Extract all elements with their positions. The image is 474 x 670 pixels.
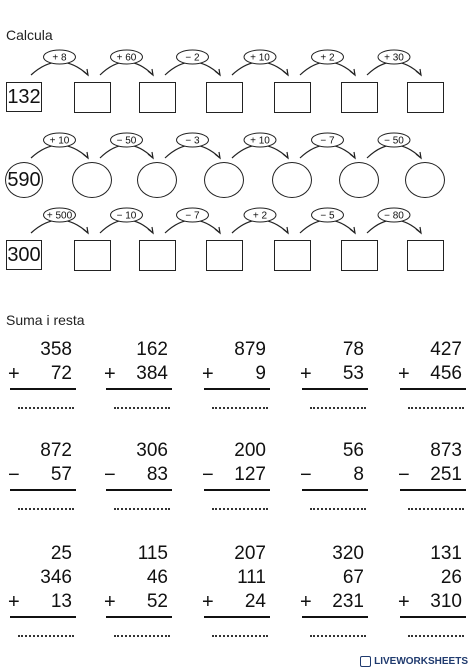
sum-line <box>204 616 270 618</box>
arithmetic-problem <box>8 440 78 520</box>
operator-sign: + <box>104 363 116 385</box>
operand: 231 <box>332 591 364 612</box>
operator-sign: + <box>104 591 116 613</box>
answer-box[interactable] <box>341 240 378 271</box>
operand: 111 <box>237 567 266 588</box>
answer-box[interactable] <box>206 240 243 271</box>
operand: 346 <box>40 567 72 588</box>
operand: 52 <box>146 591 168 612</box>
operand: 127 <box>234 464 266 485</box>
op-label: + 10 <box>49 135 70 147</box>
operand: 456 <box>430 363 462 384</box>
operator-sign: + <box>8 591 20 613</box>
op-label: − 10 <box>116 210 137 222</box>
op-label: − 5 <box>320 210 335 222</box>
arithmetic-problem <box>398 543 468 623</box>
operand: 310 <box>430 591 462 612</box>
answer-box[interactable] <box>139 82 176 113</box>
answer-oval[interactable] <box>405 162 445 198</box>
operand: 115 <box>137 543 168 564</box>
operand: 9 <box>255 363 266 384</box>
arithmetic-problem <box>202 543 272 623</box>
arithmetic-problem <box>104 440 174 520</box>
arithmetic-problem <box>202 339 272 419</box>
sum-line <box>302 616 368 618</box>
operand: 320 <box>332 543 364 564</box>
op-label: − 80 <box>384 210 404 222</box>
liveworksheets-logo <box>360 654 468 668</box>
op-label: + 8 <box>52 52 67 64</box>
answer-box[interactable] <box>341 82 378 113</box>
operand: 251 <box>430 464 462 485</box>
sum-line <box>400 616 466 618</box>
arithmetic-problem <box>300 543 370 623</box>
answer-oval[interactable] <box>272 162 312 198</box>
arithmetic-problem <box>104 339 174 419</box>
answer-dotted-line[interactable] <box>114 506 170 510</box>
operator-sign: + <box>300 363 312 385</box>
answer-box[interactable] <box>206 82 243 113</box>
sum-line <box>400 489 466 491</box>
operand: 207 <box>234 543 266 564</box>
answer-box[interactable] <box>74 82 111 113</box>
operand: 873 <box>430 440 462 461</box>
chain-start-value: 590 <box>5 162 43 198</box>
operand: 57 <box>50 464 72 485</box>
answer-dotted-line[interactable] <box>310 405 366 409</box>
operator-sign: − <box>104 464 116 486</box>
answer-oval[interactable] <box>72 162 112 198</box>
operand: 25 <box>50 543 72 564</box>
operand: 72 <box>50 363 72 384</box>
operator-sign: + <box>202 591 214 613</box>
arithmetic-problem <box>202 440 272 520</box>
answer-dotted-line[interactable] <box>310 506 366 510</box>
answer-dotted-line[interactable] <box>408 506 464 510</box>
sum-line <box>204 489 270 491</box>
operand: 306 <box>136 440 168 461</box>
answer-dotted-line[interactable] <box>18 405 74 409</box>
sum-line <box>400 388 466 390</box>
op-label: − 2 <box>185 52 200 64</box>
operand: 24 <box>244 591 266 612</box>
sum-line <box>106 388 172 390</box>
sum-line <box>204 388 270 390</box>
operator-sign: − <box>300 464 312 486</box>
operator-sign: + <box>398 363 410 385</box>
answer-box[interactable] <box>407 82 444 113</box>
operator-sign: + <box>202 363 214 385</box>
sum-line <box>106 489 172 491</box>
answer-dotted-line[interactable] <box>212 633 268 637</box>
sum-line <box>10 616 76 618</box>
arithmetic-problem <box>8 339 78 419</box>
op-label: + 30 <box>384 52 404 64</box>
section-title-suma-resta: Suma i resta <box>6 312 85 328</box>
sum-line <box>10 489 76 491</box>
operand: 8 <box>353 464 364 485</box>
operator-sign: − <box>202 464 214 486</box>
op-label: − 7 <box>320 135 335 147</box>
chain-start-value: 300 <box>6 240 42 270</box>
operand: 13 <box>50 591 72 612</box>
op-label: + 2 <box>320 52 335 64</box>
operand: 83 <box>146 464 168 485</box>
op-label: + 10 <box>250 135 270 147</box>
op-label: + 10 <box>250 52 270 64</box>
answer-box[interactable] <box>274 82 311 113</box>
operand: 879 <box>234 339 266 360</box>
op-label: + 60 <box>116 52 137 64</box>
op-label: + 2 <box>252 210 268 222</box>
arithmetic-problem <box>300 339 370 419</box>
chain-arrowhead <box>83 152 88 158</box>
sum-line <box>302 489 368 491</box>
operand: 78 <box>342 339 364 360</box>
answer-dotted-line[interactable] <box>408 633 464 637</box>
operator-sign: + <box>398 591 410 613</box>
operand: 46 <box>146 567 168 588</box>
sum-line <box>10 388 76 390</box>
operand: 131 <box>430 543 462 564</box>
arithmetic-problem <box>398 339 468 419</box>
answer-oval[interactable] <box>137 162 177 198</box>
operator-sign: + <box>8 363 20 385</box>
liveworksheets-logo-icon <box>360 656 371 667</box>
operand: 162 <box>136 339 168 360</box>
sum-line <box>302 388 368 390</box>
arithmetic-problem <box>398 440 468 520</box>
chain-arrowhead <box>83 227 88 233</box>
answer-oval[interactable] <box>204 162 244 198</box>
operator-sign: + <box>300 591 312 613</box>
answer-dotted-line[interactable] <box>18 633 74 637</box>
operand: 384 <box>136 363 168 384</box>
liveworksheets-logo-text: LIVEWORKSHEETS <box>374 655 468 667</box>
op-label: + 500 <box>46 210 73 222</box>
operand: 358 <box>40 339 72 360</box>
op-label: − 7 <box>185 210 200 222</box>
answer-dotted-line[interactable] <box>408 405 464 409</box>
operator-sign: − <box>8 464 20 486</box>
answer-dotted-line[interactable] <box>212 506 268 510</box>
answer-box[interactable] <box>139 240 176 271</box>
answer-dotted-line[interactable] <box>114 405 170 409</box>
operand: 200 <box>234 440 266 461</box>
operand: 67 <box>342 567 364 588</box>
answer-box[interactable] <box>274 240 311 271</box>
answer-dotted-line[interactable] <box>114 633 170 637</box>
operand: 26 <box>440 567 462 588</box>
op-label: − 50 <box>384 135 404 147</box>
operator-sign: − <box>398 464 410 486</box>
arithmetic-problem <box>300 440 370 520</box>
op-label: − 3 <box>185 135 200 147</box>
answer-oval[interactable] <box>339 162 379 198</box>
operand: 56 <box>342 440 364 461</box>
answer-dotted-line[interactable] <box>18 506 74 510</box>
answer-box[interactable] <box>407 240 444 271</box>
answer-box[interactable] <box>74 240 111 271</box>
arithmetic-problem <box>104 543 174 623</box>
operand: 872 <box>40 440 72 461</box>
chain-arrowhead <box>83 69 88 75</box>
chain-start-value: 132 <box>6 82 42 112</box>
section-title-calcula: Calcula <box>6 27 53 43</box>
operand: 53 <box>342 363 364 384</box>
answer-dotted-line[interactable] <box>310 633 366 637</box>
answer-dotted-line[interactable] <box>212 405 268 409</box>
op-label: − 50 <box>116 135 137 147</box>
arithmetic-problem <box>8 543 78 623</box>
operand: 427 <box>430 339 462 360</box>
sum-line <box>106 616 172 618</box>
